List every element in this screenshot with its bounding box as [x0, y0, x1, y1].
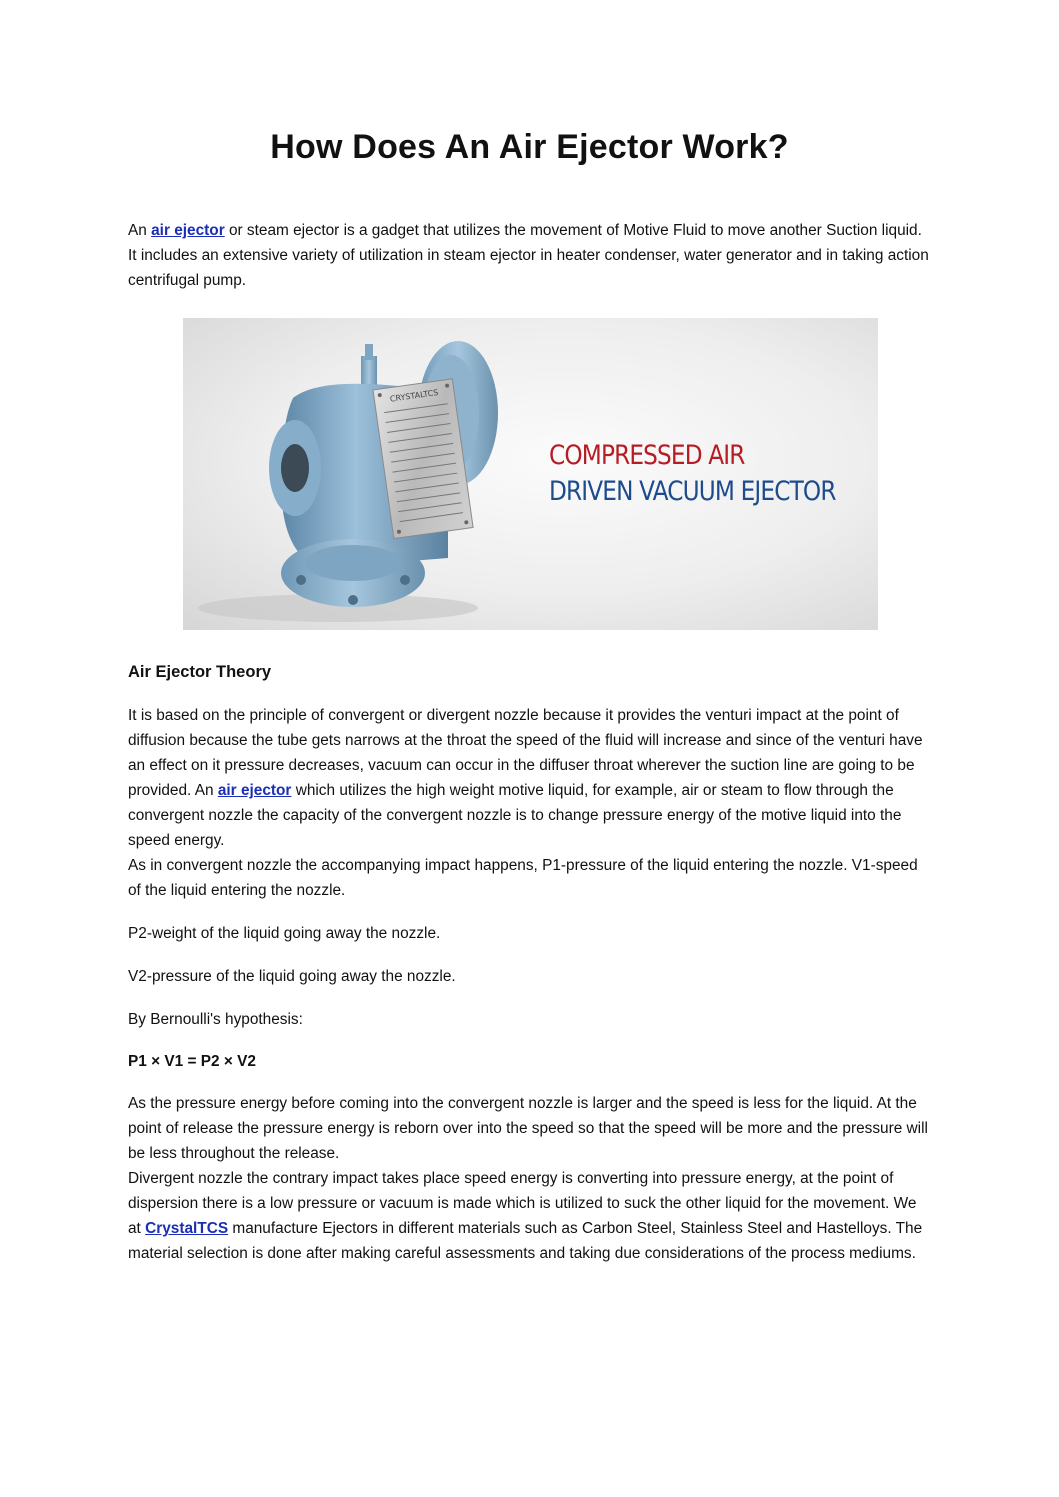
plate-title: CRYSTALTCS: [389, 387, 439, 404]
intro-paragraph: [128, 218, 933, 293]
p2-definition: P2-weight of the liquid going away the nozzle.: [128, 925, 441, 942]
section-heading: Air Ejector Theory: [128, 663, 272, 681]
figure-caption-line2: DRIVEN VACUUM EJECTOR: [549, 476, 836, 507]
v2-definition: V2-pressure of the liquid going away the nozzle.: [128, 968, 456, 985]
theory-nozzle-line: As in convergent nozzle the accompanying impact happens, P1-pressure of the liquid entering the nozzle. V1-speed of the liquid entering the nozzle.: [128, 857, 918, 899]
intro-text-pre: An: [128, 222, 152, 239]
ejector-product-image: [183, 318, 878, 630]
air-ejector-link[interactable]: air ejector: [151, 222, 225, 239]
bernoulli-formula: P1 × V1 = P2 × V2: [128, 1053, 256, 1070]
closing-text-1: As the pressure energy before coming into the convergent nozzle is larger and the speed is less for the liquid. At the point of release the pressure energy is reborn over into the speed so that the speed will be more and the pressure will be less throughout the release.: [128, 1095, 928, 1162]
page-title: How Does An Air Ejector Work?: [270, 128, 789, 166]
theory-paragraph: [128, 703, 933, 903]
crystaltcs-link[interactable]: CrystalTCS: [145, 1220, 229, 1237]
theory-text-post: which utilizes the high weight motive liquid, for example, air or steam to flow through the convergent nozzle the capacity of the convergent nozzle is to change pressure energy of the motive liquid into the speed energy.: [128, 782, 902, 849]
figure-caption-line1: COMPRESSED AIR: [549, 440, 745, 471]
closing-paragraph: [128, 1091, 933, 1266]
intro-text-post: or steam ejector is a gadget that utilizes the movement of Motive Fluid to move another Suction liquid. It includes an extensive variety of utilization in steam ejector in heater condenser, water generator and in taking action centrifugal pump.: [128, 222, 929, 289]
closing-text-pre: Divergent nozzle the contrary impact takes place speed energy is converting into pressure energy, at the point of dispersion there is a low pressure or vacuum is made which is utilized to suck the other liquid for the movement. We at: [128, 1170, 917, 1237]
bernoulli-intro: By Bernoulli's hypothesis:: [128, 1011, 303, 1028]
air-ejector-link-2[interactable]: air ejector: [217, 782, 292, 799]
closing-text-post: manufacture Ejectors in different materials such as Carbon Steel, Stainless Steel and Hastelloys. The material selection is done after making careful assessments and taking due considerations of the process mediums.: [128, 1220, 923, 1262]
theory-text-pre: It is based on the principle of convergent or divergent nozzle because it provides the venturi impact at the point of diffusion because the tube gets narrows at the throat the speed of the fluid will increase and since of the venturi have an effect on it pressure decreases, vacuum can occur in the diffuser throat wherever the suction line are going to be provided. An: [128, 707, 923, 799]
vacuum-ejector-illustration: [183, 318, 878, 630]
